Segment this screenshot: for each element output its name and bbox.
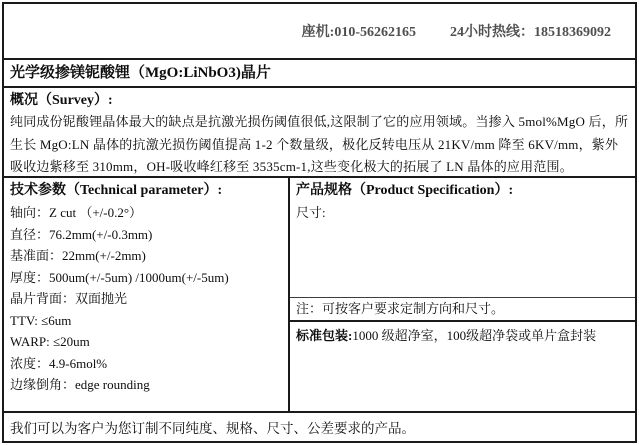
customization-note: 注：可按客户要求定制方向和尺寸。 xyxy=(290,297,635,320)
product-specification-cell xyxy=(290,178,635,411)
tech-row-ttv: TTV: ≤6um xyxy=(10,312,72,328)
tech-row-backside: 晶片背面：双面抛光 xyxy=(10,291,128,306)
size-label: 尺寸: xyxy=(296,205,326,220)
tech-row-thickness: 厚度：500um(+/-5um) /1000um(+/-5um) xyxy=(10,269,229,285)
technical-parameters-cell xyxy=(4,178,290,411)
packaging-value: 1000 级超净室，100级超净袋或单片盒封装 xyxy=(352,328,597,343)
spec-table xyxy=(4,178,635,413)
tech-row-diameter: 直径：76.2mm(+/-0.3mm) xyxy=(10,226,153,242)
survey-text: 纯同成份铌酸锂晶体最大的缺点是抗激光损伤阈值很低,这限制了它的应用领域。当掺入 5mol%MgO 后，所生长 MgO:LN 晶体的抗激光损伤阈值提高 1-2 个数量级，极化反转电压从 21KV/mm 降至 6KV/mm，紫外吸收边紫移至 310mm，OH-吸收峰红移至 3535cm-1,这些变化极大的拓展了 LN 晶体的应用范围。 xyxy=(10,114,629,174)
product-title: 光学级掺镁铌酸锂（MgO:LiNbO3)晶片 xyxy=(4,60,635,88)
survey-section xyxy=(4,88,635,178)
contact-header xyxy=(4,4,635,60)
footer-note: 我们可以为客户为您订制不同纯度、规格、尺寸、公差要求的产品。 xyxy=(10,421,415,436)
landline-number: 座机:010-56262165 xyxy=(301,25,416,40)
product-specification-header: 产品规格（Product Specification）: xyxy=(296,183,514,198)
packaging-label: 标准包装: xyxy=(296,328,353,343)
hotline-number: 24小时热线：18518369092 xyxy=(450,25,611,40)
tech-row-concentration: 浓度：4.9-6mol% xyxy=(10,355,108,371)
tech-row-warp: WARP: ≤20um xyxy=(10,334,90,349)
survey-label: 概况（Survey）: xyxy=(10,93,113,108)
tech-row-edge-rounding: 边缘倒角：edge rounding xyxy=(10,377,150,392)
tech-row-reference-flat: 基准面：22mm(+/-2mm) xyxy=(10,248,146,263)
tech-row-axis: 轴向：Z cut （+/-0.2°） xyxy=(10,205,143,220)
datasheet-page xyxy=(2,2,637,443)
technical-parameters-header: 技术参数（Technical parameter）: xyxy=(10,183,223,198)
specification-top xyxy=(290,178,635,297)
standard-packaging-row xyxy=(290,320,635,411)
